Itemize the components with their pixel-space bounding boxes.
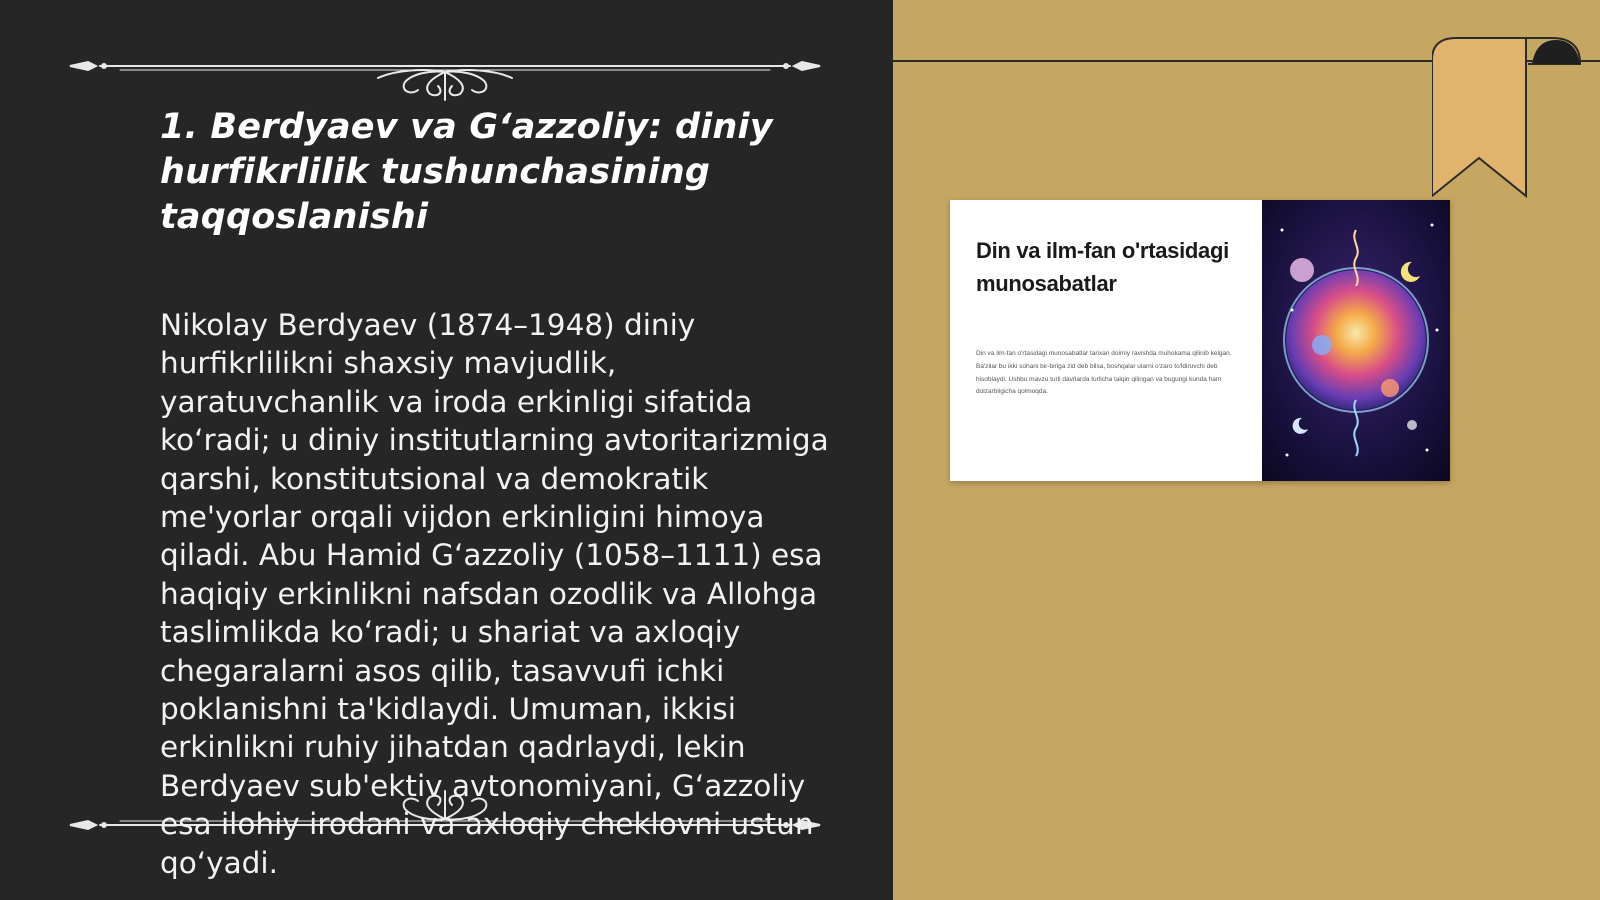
slide-body-text: Nikolay Berdyaev (1874–1948) diniy hurfikrlilikni shaxsiy mavjudlik, yaratuvchanlik va iroda erkinligi sifatida ko‘radi; u diniy institutlarning avtoritarizmiga qarshi, konstitutsional va demokratik me'yorlar orqali vijdon erkinligini himoya qiladi. Abu Hamid G‘azzoliy (1058–1111) esa haqiqiy erkinlikni nafsdan ozodlik va Allohga taslimlikda ko‘radi; u shariat va axloqiy chegaralarni asos qilib, tasavvufi ichki poklanishni ta'kidlaydi. Umuman, ikkisi erkinlikni ruhiy jihatdan qadrlaydi, lekin Berdyaev sub'ektiv avtonomiyani, G‘azzoliy esa ilohiy irodani va axloqiy cheklovni ustun qo‘yadi.: [160, 308, 829, 880]
card-body-text: Din va ilm-fan o'rtasidagi munosabatlar tarixan doimiy ravishda muhokama qilinib kelgan. Ba'zilar bu ikki sohani bir-biriga zid deb bilsa, boshqalar ularni o'zaro to'ldiruvchi deb hisoblaydi. Ushbu mavzu turli davrlarda turlicha talqin qilingan va bugungi kunda ham dolzarbligicha qolmoqda.: [976, 350, 1232, 396]
slide-title: 1. Berdyaev va G‘azzoliy: diniy hurfikrlilik tushunchasining taqqoslanishi: [160, 107, 773, 237]
top-ornament-icon: [60, 42, 830, 102]
card-title: Din va ilm-fan o'rtasidagi munosabatlar: [976, 238, 1229, 296]
bookmark-ribbon-icon: [1432, 30, 1582, 205]
embedded-slide-card: [950, 200, 1450, 481]
cosmic-sphere-icon: [1262, 200, 1450, 481]
